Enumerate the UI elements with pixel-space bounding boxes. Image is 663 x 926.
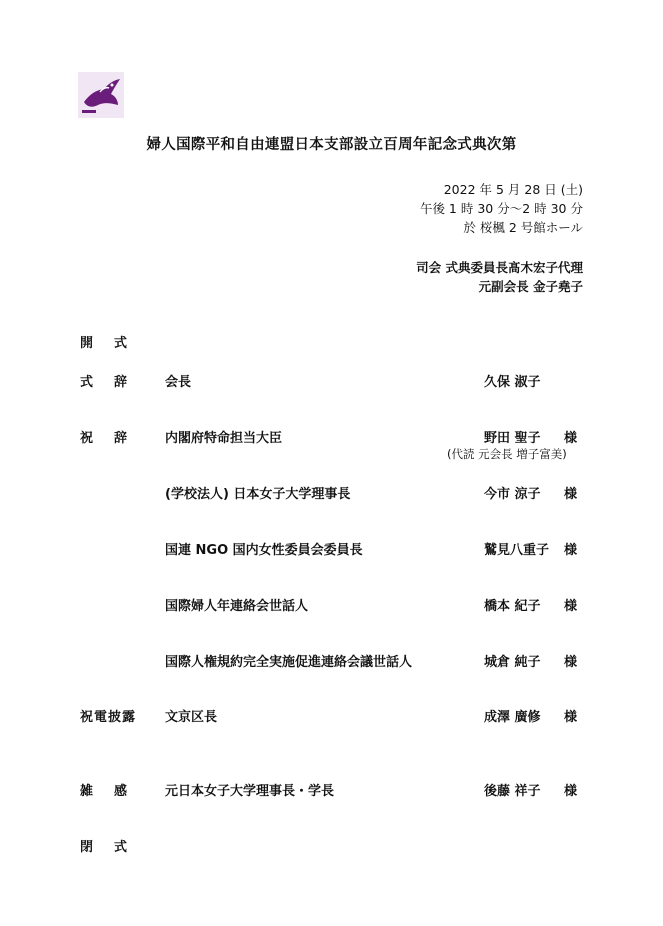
section-label-closing: 閉 式 xyxy=(80,840,128,855)
honorific: 様 xyxy=(564,599,578,614)
mc-info xyxy=(416,258,583,296)
event-info xyxy=(420,180,583,237)
honorific: 様 xyxy=(564,655,578,670)
section-label-opening: 開 式 xyxy=(80,336,128,351)
program-item: (学校法人) 日本女子大学理事長 xyxy=(165,487,351,502)
program-row-remarks xyxy=(0,780,663,802)
event-venue: 於 桜楓 2 号館ホール xyxy=(463,220,583,235)
section-label-greeting: 式 辞 xyxy=(80,375,128,390)
program-item: 国際人権規約完全実施促進連絡会議世話人 xyxy=(165,655,413,670)
speaker-name: 野田 聖子 xyxy=(484,431,541,446)
program-row-greeting xyxy=(0,371,663,393)
speaker-name: 橋本 紀子 xyxy=(484,599,541,614)
speaker-name: 成澤 廣修 xyxy=(484,710,541,725)
speaker-name: 後藤 祥子 xyxy=(484,784,541,799)
event-date: 2022 年 5 月 28 日 (土) xyxy=(443,182,583,197)
honorific: 様 xyxy=(564,487,578,502)
honorific: 様 xyxy=(564,710,578,725)
section-label-congrats: 祝 辞 xyxy=(80,431,128,446)
document-title: 婦人国際平和自由連盟日本支部設立百周年記念式典次第 xyxy=(146,137,517,153)
program-item: 文京区長 xyxy=(165,710,218,725)
program-row-closing xyxy=(0,836,663,858)
dove-logo xyxy=(78,72,124,118)
event-time: 午後 1 時 30 分～2 時 30 分 xyxy=(419,201,583,216)
proxy-note: (代読 元会長 増子富美) xyxy=(447,447,567,461)
speaker-name: 今市 涼子 xyxy=(484,487,541,502)
section-label-remarks: 雑 感 xyxy=(80,784,128,799)
program-item: 国際婦人年連絡会世話人 xyxy=(165,599,309,614)
program-row-congrats-5 xyxy=(0,651,663,673)
program-row-congrats-2 xyxy=(0,483,663,505)
honorific: 様 xyxy=(564,543,578,558)
program-row-opening xyxy=(0,332,663,354)
honorific: 様 xyxy=(564,784,578,799)
mc-line-1: 司会 式典委員長髙木宏子代理 xyxy=(416,260,583,275)
honorific: 様 xyxy=(564,431,578,446)
program-item: 元日本女子大学理事長・学長 xyxy=(165,784,335,799)
program-row-congrats-3 xyxy=(0,539,663,561)
speaker-name: 鷲見八重子 xyxy=(484,543,550,558)
program-item: 会長 xyxy=(165,375,192,390)
section-label-telegram: 祝電披露 xyxy=(80,710,137,725)
program-item: 内閣府特命担当大臣 xyxy=(165,431,283,446)
program-row-telegram xyxy=(0,706,663,728)
program-item: 国連 NGO 国内女性委員会委員長 xyxy=(165,543,363,558)
speaker-name: 久保 淑子 xyxy=(484,375,541,390)
speaker-name: 城倉 純子 xyxy=(484,655,541,670)
program-row-congrats-4 xyxy=(0,595,663,617)
mc-line-2: 元副会長 金子堯子 xyxy=(478,279,583,294)
